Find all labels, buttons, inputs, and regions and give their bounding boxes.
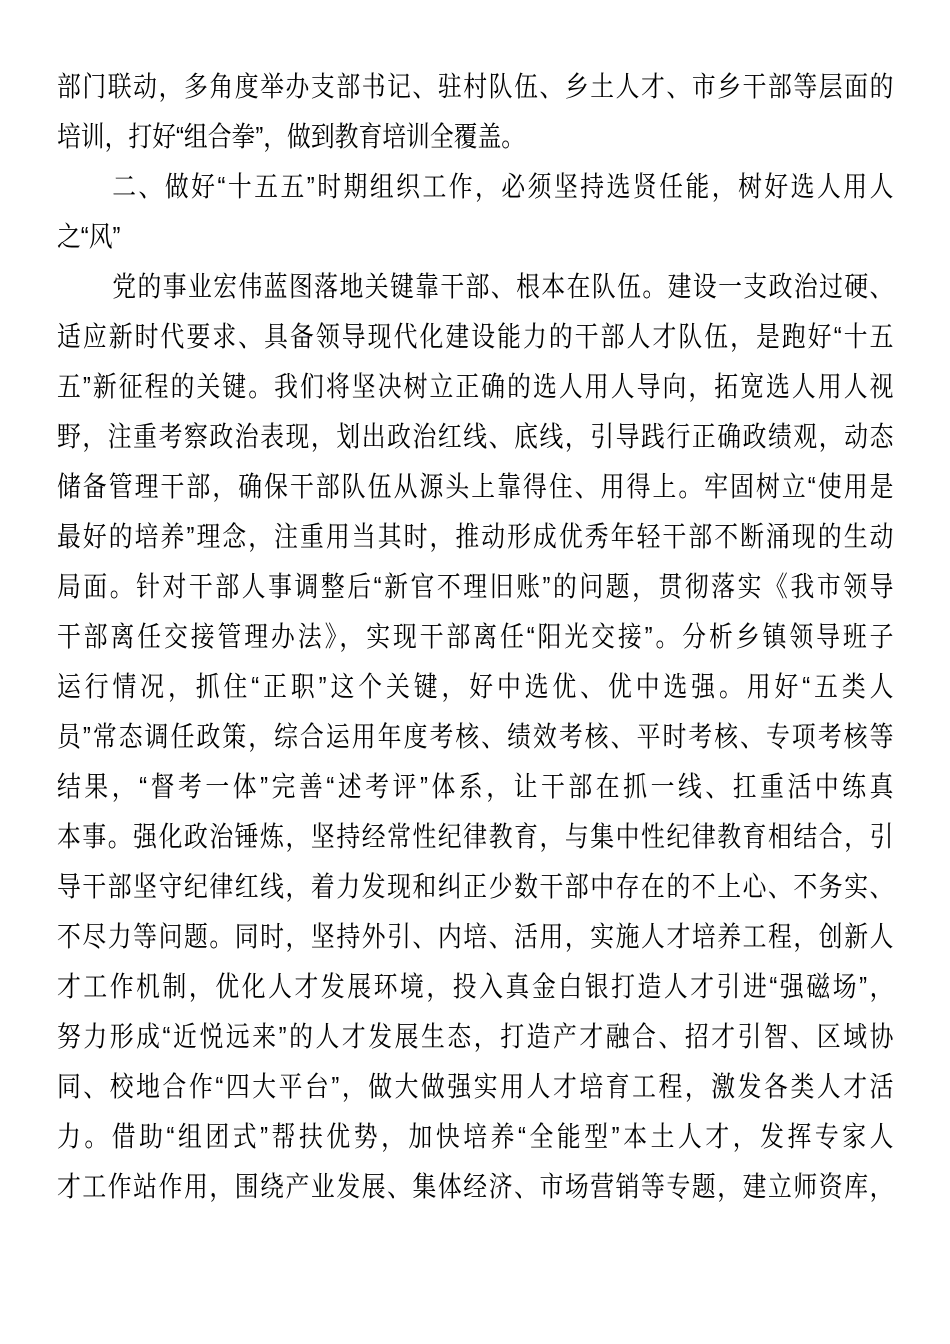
document-text-block — [57, 62, 893, 1212]
text-line: 才工作机制，优化人才发展环境，投入真金白银打造人才引进“强磁场”， — [57, 971, 894, 1002]
text-line: 局面。针对干部人事调整后“新官不理旧账”的问题，贯彻落实《我市领导 — [57, 571, 894, 602]
text-line: 结果，“督考一体”完善“述考评”体系，让干部在抓一线、扛重活中练真 — [57, 771, 894, 802]
text-line: 野，注重考察政治表现，划出政治红线、底线，引导践行正确政绩观，动态 — [57, 421, 894, 452]
text-line: 适应新时代要求、具备领导现代化建设能力的干部人才队伍，是跑好“十五 — [57, 321, 894, 352]
text-line: 才工作站作用，围绕产业发展、集体经济、市场营销等专题，建立师资库， — [57, 1171, 894, 1202]
text-line: 五”新征程的关键。我们将坚决树立正确的选人用人导向，拓宽选人用人视 — [57, 371, 894, 402]
text-line: 运行情况，抓住“正职”这个关键，好中选优、优中选强。用好“五类人 — [57, 671, 894, 702]
text-line: 干部离任交接管理办法》，实现干部离任“阳光交接”。分析乡镇领导班子 — [57, 621, 894, 652]
text-line: 努力形成“近悦远来”的人才发展生态，打造产才融合、招才引智、区域协 — [57, 1021, 894, 1052]
text-line: 储备管理干部，确保干部队伍从源头上靠得住、用得上。牢固树立“使用是 — [57, 471, 894, 502]
text-line: 培训，打好“组合拳”，做到教育培训全覆盖。 — [57, 121, 526, 152]
text-line: 最好的培养”理念，注重用当其时，推动形成优秀年轻干部不断涌现的生动 — [57, 521, 894, 552]
text-line: 力。借助“组团式”帮扶优势，加快培养“全能型”本土人才，发挥专家人 — [57, 1121, 894, 1152]
section-heading-line: 之“风” — [57, 221, 121, 252]
section-heading-line: 二、做好“十五五”时期组织工作，必须坚持选贤任能，树好选人用人 — [112, 171, 894, 202]
text-line: 导干部坚守纪律红线，着力发现和纠正少数干部中存在的不上心、不务实、 — [57, 871, 894, 902]
text-line: 本事。强化政治锤炼，坚持经常性纪律教育，与集中性纪律教育相结合，引 — [57, 821, 894, 852]
text-line: 同、校地合作“四大平台”，做大做强实用人才培育工程，激发各类人才活 — [57, 1071, 894, 1102]
text-line: 部门联动，多角度举办支部书记、驻村队伍、乡土人才、市乡干部等层面的 — [57, 71, 894, 102]
text-line: 党的事业宏伟蓝图落地关键靠干部、根本在队伍。建设一支政治过硬、 — [112, 271, 894, 302]
text-line: 员”常态调任政策，综合运用年度考核、绩效考核、平时考核、专项考核等 — [57, 721, 894, 752]
text-line: 不尽力等问题。同时，坚持外引、内培、活用，实施人才培养工程，创新人 — [57, 921, 894, 952]
